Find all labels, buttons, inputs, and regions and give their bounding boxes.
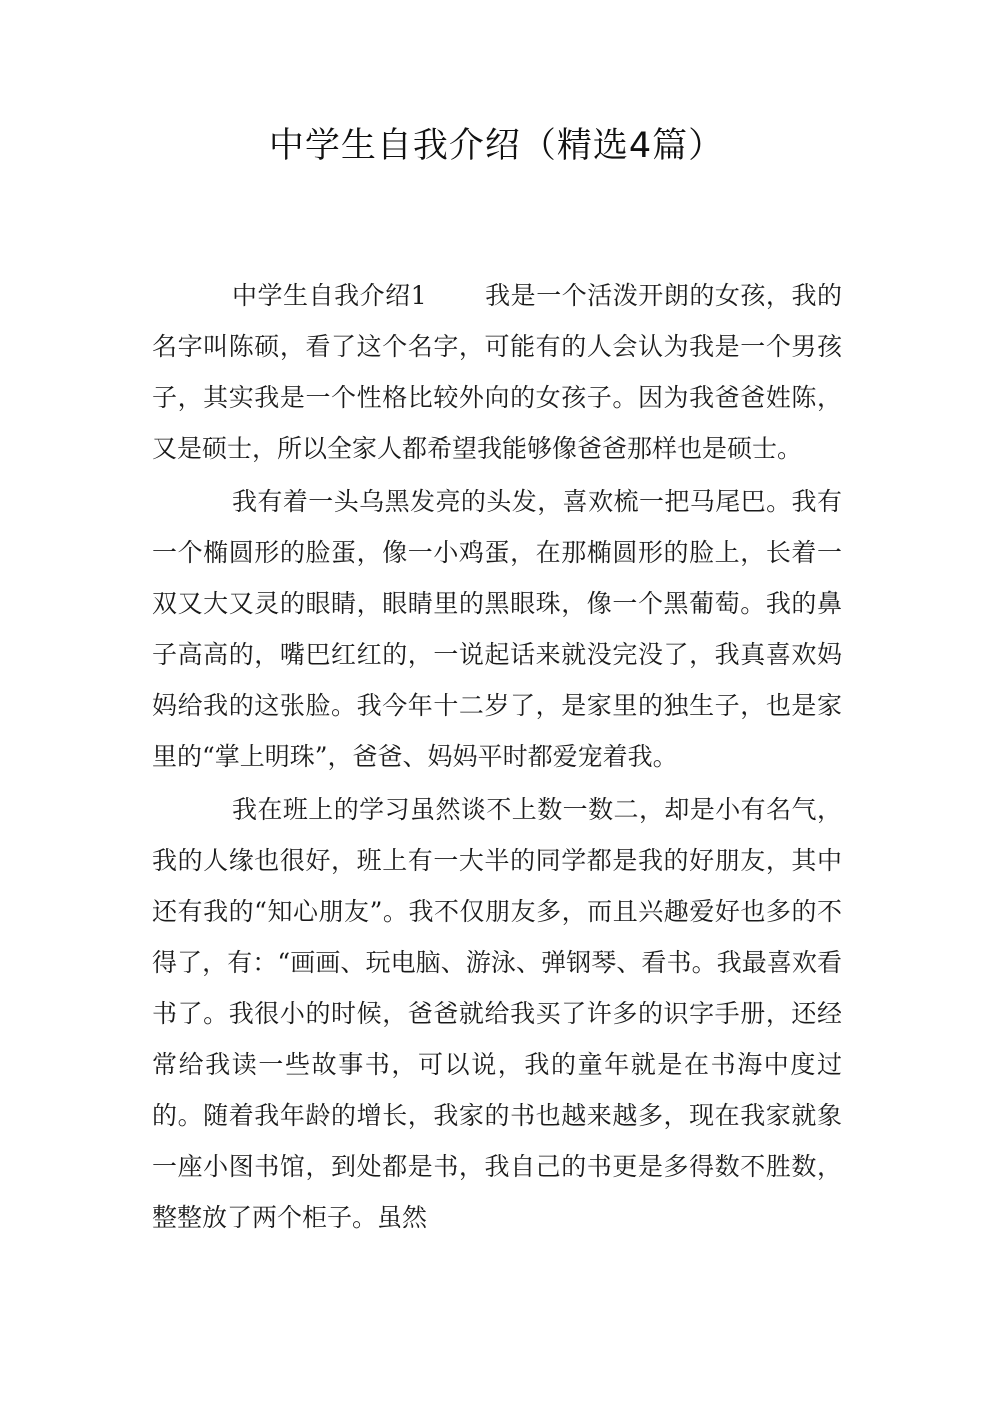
page-title: 中学生自我介绍（精选4篇） <box>268 126 725 166</box>
paragraph-3: 我在班上的学习虽然谈不上数一数二，却是小有名气，我的人缘也很好，班上有一大半的同学都是我的好朋友，其中还有我的“知心朋友”。我不仅朋友多，而且兴趣爱好也多的不得了，有：“画画、玩电脑、游泳、弹钢琴、看书。我最喜欢看书了。我很小的时候，爸爸就给我买了许多的识字手册，还经常给我读一些故事书，可以说，我的童年就是在书海中度过的。随着我年龄的增长，我家的书也越来越多，现在我家就象一座小图书馆，到处都是书，我自己的书更是多得数不胜数，整整放了两个柜子。虽然 <box>152 795 842 1232</box>
document-body <box>152 270 842 1245</box>
section-label: 中学生自我介绍1 <box>232 281 427 310</box>
paragraph-2: 我有着一头乌黑发亮的头发，喜欢梳一把马尾巴。我有一个椭圆形的脸蛋，像一小鸡蛋，在那椭圆形的脸上，长着一双又大又灵的眼睛，眼睛里的黑眼珠，像一个黑葡萄。我的鼻子高高的，嘴巴红红的，一说起话来就没完没了，我真喜欢妈妈给我的这张脸。我今年十二岁了，是家里的独生子，也是家里的“掌上明珠”，爸爸、妈妈平时都爱宠着我。 <box>152 487 842 771</box>
paragraph-1 <box>152 270 842 474</box>
paragraph-1-text: 我是一个活泼开朗的女孩，我的名字叫陈硕，看了这个名字，可能有的人会认为我是一个男孩子，其实我是一个性格比较外向的女孩子。因为我爸爸姓陈，又是硕士，所以全家人都希望我能够像爸爸那样也是硕士。 <box>152 281 842 463</box>
